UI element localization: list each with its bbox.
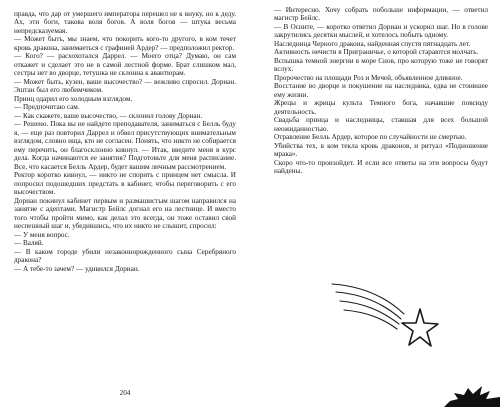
- dragon-silhouette-icon: [442, 377, 500, 407]
- paragraph: Отравление Белль Ардер, которое по случайности не смертью.: [274, 133, 467, 142]
- paragraph: Вспышка темной энергии в море Снов, про которую тоже не говорят вслух.: [274, 56, 488, 74]
- paragraph: Ректор коротко кивнул, — никто не спорить с принцем нет смысла. И попросил подошедших предстать в кабинет, чтобы переговорить с его высочеством.: [14, 171, 236, 197]
- right-page-text: [274, 6, 488, 176]
- paragraph: — У меня вопрос.: [14, 230, 70, 239]
- shooting-star-icon: [330, 280, 440, 350]
- paragraph: — Решено. Пока вы не найдете преподавателя, заниматься с Белль буду я, — еще раз повторил Даррел и обвел присутствующих внимательным взглядом, словно ища, кто не согласен. Понять, что никто не собирается ему перечить, он благосклонно кивнул. — Итак, введите меня в курс дела. Когда начинаются ее занятия? Подготовьте для меня расписание. Все, что касается Белль Ардер, будет вашим личным рассмотрением.: [14, 120, 236, 171]
- paragraph: Принц одарил его холодным взглядом.: [14, 94, 133, 103]
- paragraph: Пророчество на площади Роз и Мечей, объявленное длинное.: [274, 73, 463, 82]
- page-number: 204: [119, 389, 131, 397]
- paragraph: Скоро что-то произойдет. И если все ответы на эти вопросы будут найдены.: [274, 158, 488, 176]
- paragraph: — В каком городе убили незаконнорожденного сына Серебряного дракона?: [14, 247, 236, 265]
- right-page: [250, 0, 500, 407]
- paragraph: — В Осните, — коротко ответил Дориан и ускорил шаг. Но в голове закрутились десятки мыслей, и хотелось побыть одному.: [274, 22, 488, 40]
- paragraph: — Кого? — расхохотался Даррел. — Моего отца? Думаю, он сам откажет и сделает это не в самой лестной форме. Брат слишком мал, сестры нет во дворце, тетушка не склонна к авантюрам.: [14, 52, 236, 78]
- paragraph: Активность нечисти в Приграничье, о которой стараются молчать.: [274, 48, 479, 57]
- paragraph: Убийства тех, в ком текла кровь драконов, и ритуал «Подношение мрака».: [274, 141, 488, 159]
- paragraph: — Может быть, кузен, ваше высочество? — вежливо спросил. Дориан. Эштан был его любимчиком.: [14, 77, 236, 95]
- paragraph: — Предпочитаю сам.: [14, 103, 80, 112]
- paragraph: — Валяй.: [14, 239, 44, 248]
- paragraph: Восстание во дворце и покушение на наследника, едва не стоившее ему жизни.: [274, 82, 488, 99]
- left-page-text: [14, 10, 236, 273]
- paragraph: Свадьба принца и наследницы, ставшая для всех большой неожиданностью.: [274, 116, 488, 133]
- paragraph: Жрецы и жрицы культа Темного бога, начавшие повсюду деятельность.: [274, 99, 488, 116]
- paragraph: правда, что дар от умершего императора перешел не к внуку, но к деду. Ах, эти боги, такова воля богов. А воля богов — штука весьма непредсказуемая.: [14, 10, 236, 35]
- paragraph: — Интересно. Хочу собрать побольше информации, — ответил магистр Бейлс.: [274, 6, 488, 23]
- paragraph: Наследница Черного дракона, найденная спустя пятнадцать лет.: [274, 39, 471, 48]
- paragraph: — А тебе-то зачем? — удивился Дориан.: [14, 264, 140, 273]
- paragraph: — Может быть, мы знаем, что покорить кого-то другого, в ком течет кровь дракона, занимаеться с графиней Ардер? — предположил ректор.: [14, 35, 236, 52]
- paragraph: — Как скажете, ваше высочество, — склонил голову Дориан.: [14, 111, 203, 120]
- paragraph: Дориан покинул кабинет первым и размашистым шагом направился на занятие с адептами. Магистр Бейлс догнал его на лестнице. И вместо того чтобы пройти мимо, как делал это всегда, он тоже оставил свой неспешный шаг и, убедившись, что их никто не слышит, спросил:: [14, 196, 236, 231]
